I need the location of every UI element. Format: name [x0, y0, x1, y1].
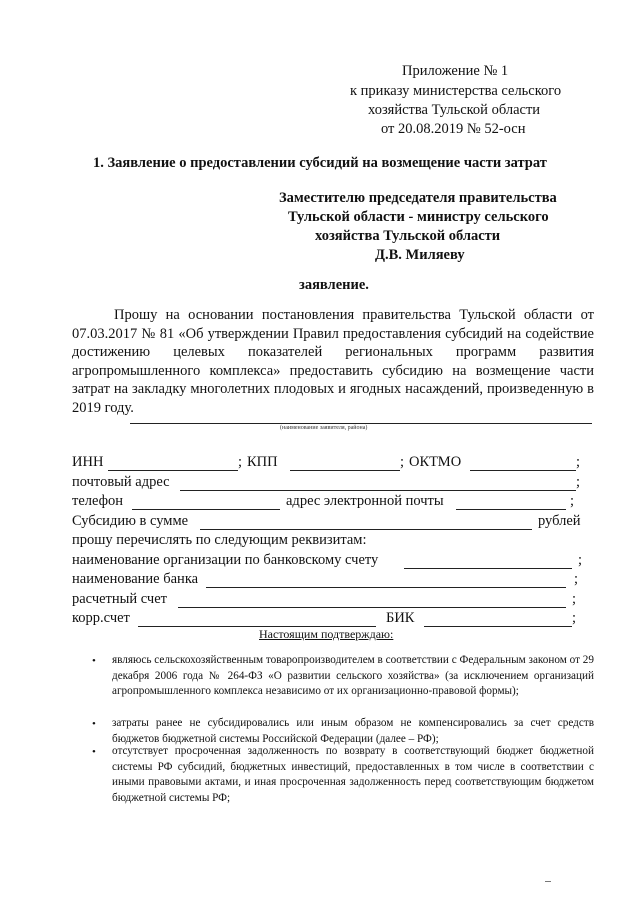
bik-label: БИК	[386, 610, 415, 626]
phone-field[interactable]	[132, 509, 280, 510]
oktmo-label: ОКТМО	[409, 454, 462, 470]
application-body: Прошу на основании постановления правительства Тульской области от 07.03.2017 № 81 «Об утверждении Правил предоставления субсидий на содействие достижению целевых показателей региональных программ развития агропромышленного комплекса» предоставить субсидию на возмещение части затрат на закладку многолетних плодовых и ягодных насаждений, произведенную в 2019 году.	[72, 307, 594, 416]
bik-semicolon: ;	[572, 610, 577, 626]
applicant-caption: (наименование заявителя, района)	[280, 425, 368, 431]
appendix-line-4: от 20.08.2019 № 52-осн	[381, 121, 526, 137]
phone-label: телефон	[72, 493, 124, 509]
applicant-name-line[interactable]	[130, 423, 592, 424]
addressee-line-2: Тульской области - министру сельского	[288, 209, 549, 225]
kpp-label: КПП	[247, 454, 278, 470]
bullet-icon: •	[92, 746, 96, 758]
account-label: расчетный счет	[72, 591, 167, 607]
addressee-line-4: Д.В. Миляеву	[375, 247, 465, 263]
document-title: 1. Заявление о предоставлении субсидий на возмещение части затрат	[93, 155, 547, 171]
confirm-heading: Настоящим подтверждаю:	[259, 627, 394, 641]
transfer-request-label: прошу перечислять по следующим реквизитам:	[72, 532, 367, 548]
bank-name-field[interactable]	[206, 587, 566, 588]
corr-account-label: корр.счет	[72, 610, 130, 626]
email-semicolon: ;	[570, 493, 575, 509]
application-heading: заявление.	[299, 277, 369, 293]
bullet-icon: •	[92, 655, 96, 667]
org-name-field[interactable]	[404, 568, 572, 569]
inn-field[interactable]	[108, 470, 238, 471]
postal-address-field[interactable]	[180, 490, 576, 491]
appendix-line-2: к приказу министерства сельского	[350, 83, 562, 99]
appendix-line-1: Приложение № 1	[402, 63, 509, 79]
bullet-icon: •	[92, 718, 96, 730]
rubles-label: рублей	[538, 513, 581, 529]
email-label: адрес электронной почты	[286, 493, 444, 509]
account-semicolon: ;	[572, 591, 577, 607]
org-name-semicolon: ;	[578, 552, 583, 568]
bank-name-semicolon: ;	[574, 571, 579, 587]
scan-mark	[545, 881, 551, 887]
bullet-item-2: затраты ранее не субсидировались или иным образом не компенсировались за счет средств бюджетов бюджетной системы Российской Федерации (далее – РФ);	[112, 717, 594, 745]
addressee-line-3: хозяйства Тульской области	[315, 228, 501, 244]
org-name-label: наименование организации по банковскому счету	[72, 552, 379, 568]
account-field[interactable]	[178, 607, 566, 608]
bik-field[interactable]	[424, 626, 572, 627]
oktmo-field[interactable]	[470, 470, 576, 471]
addressee-line-1: Заместителю председателя правительства	[279, 190, 557, 206]
appendix-line-3: хозяйства Тульской области	[368, 102, 541, 118]
bullet-item-3: отсутствует просроченная задолженность по возврату в соответствующий бюджет бюджетной системы РФ субсидий, бюджетных инвестиций, предоставленных в том числе в соответствии с иными правовыми актами, и иная просроченная задолженность перед соответствующим бюджетом бюджетной системы РФ;	[112, 745, 594, 804]
subsidy-amount-field[interactable]	[200, 529, 532, 530]
postal-address-semicolon: ;	[576, 474, 581, 490]
oktmo-semicolon: ;	[576, 454, 581, 470]
inn-label: ИНН	[72, 454, 104, 470]
kpp-semicolon: ;	[400, 454, 405, 470]
kpp-field[interactable]	[290, 470, 400, 471]
subsidy-amount-label: Субсидию в сумме	[72, 513, 189, 529]
email-field[interactable]	[456, 509, 566, 510]
bullet-item-1: являюсь сельскохозяйственным товаропроизводителем в соответствии с Федеральным законом от 29 декабря 2006 года № 264-ФЗ «О развитии сельского хозяйства» (за исключением организаций агропромышленного комплекса независимо от их организационно-правовой формы);	[112, 654, 594, 697]
bank-name-label: наименование банка	[72, 571, 199, 587]
inn-semicolon: ;	[238, 454, 243, 470]
postal-address-label: почтовый адрес	[72, 474, 170, 490]
